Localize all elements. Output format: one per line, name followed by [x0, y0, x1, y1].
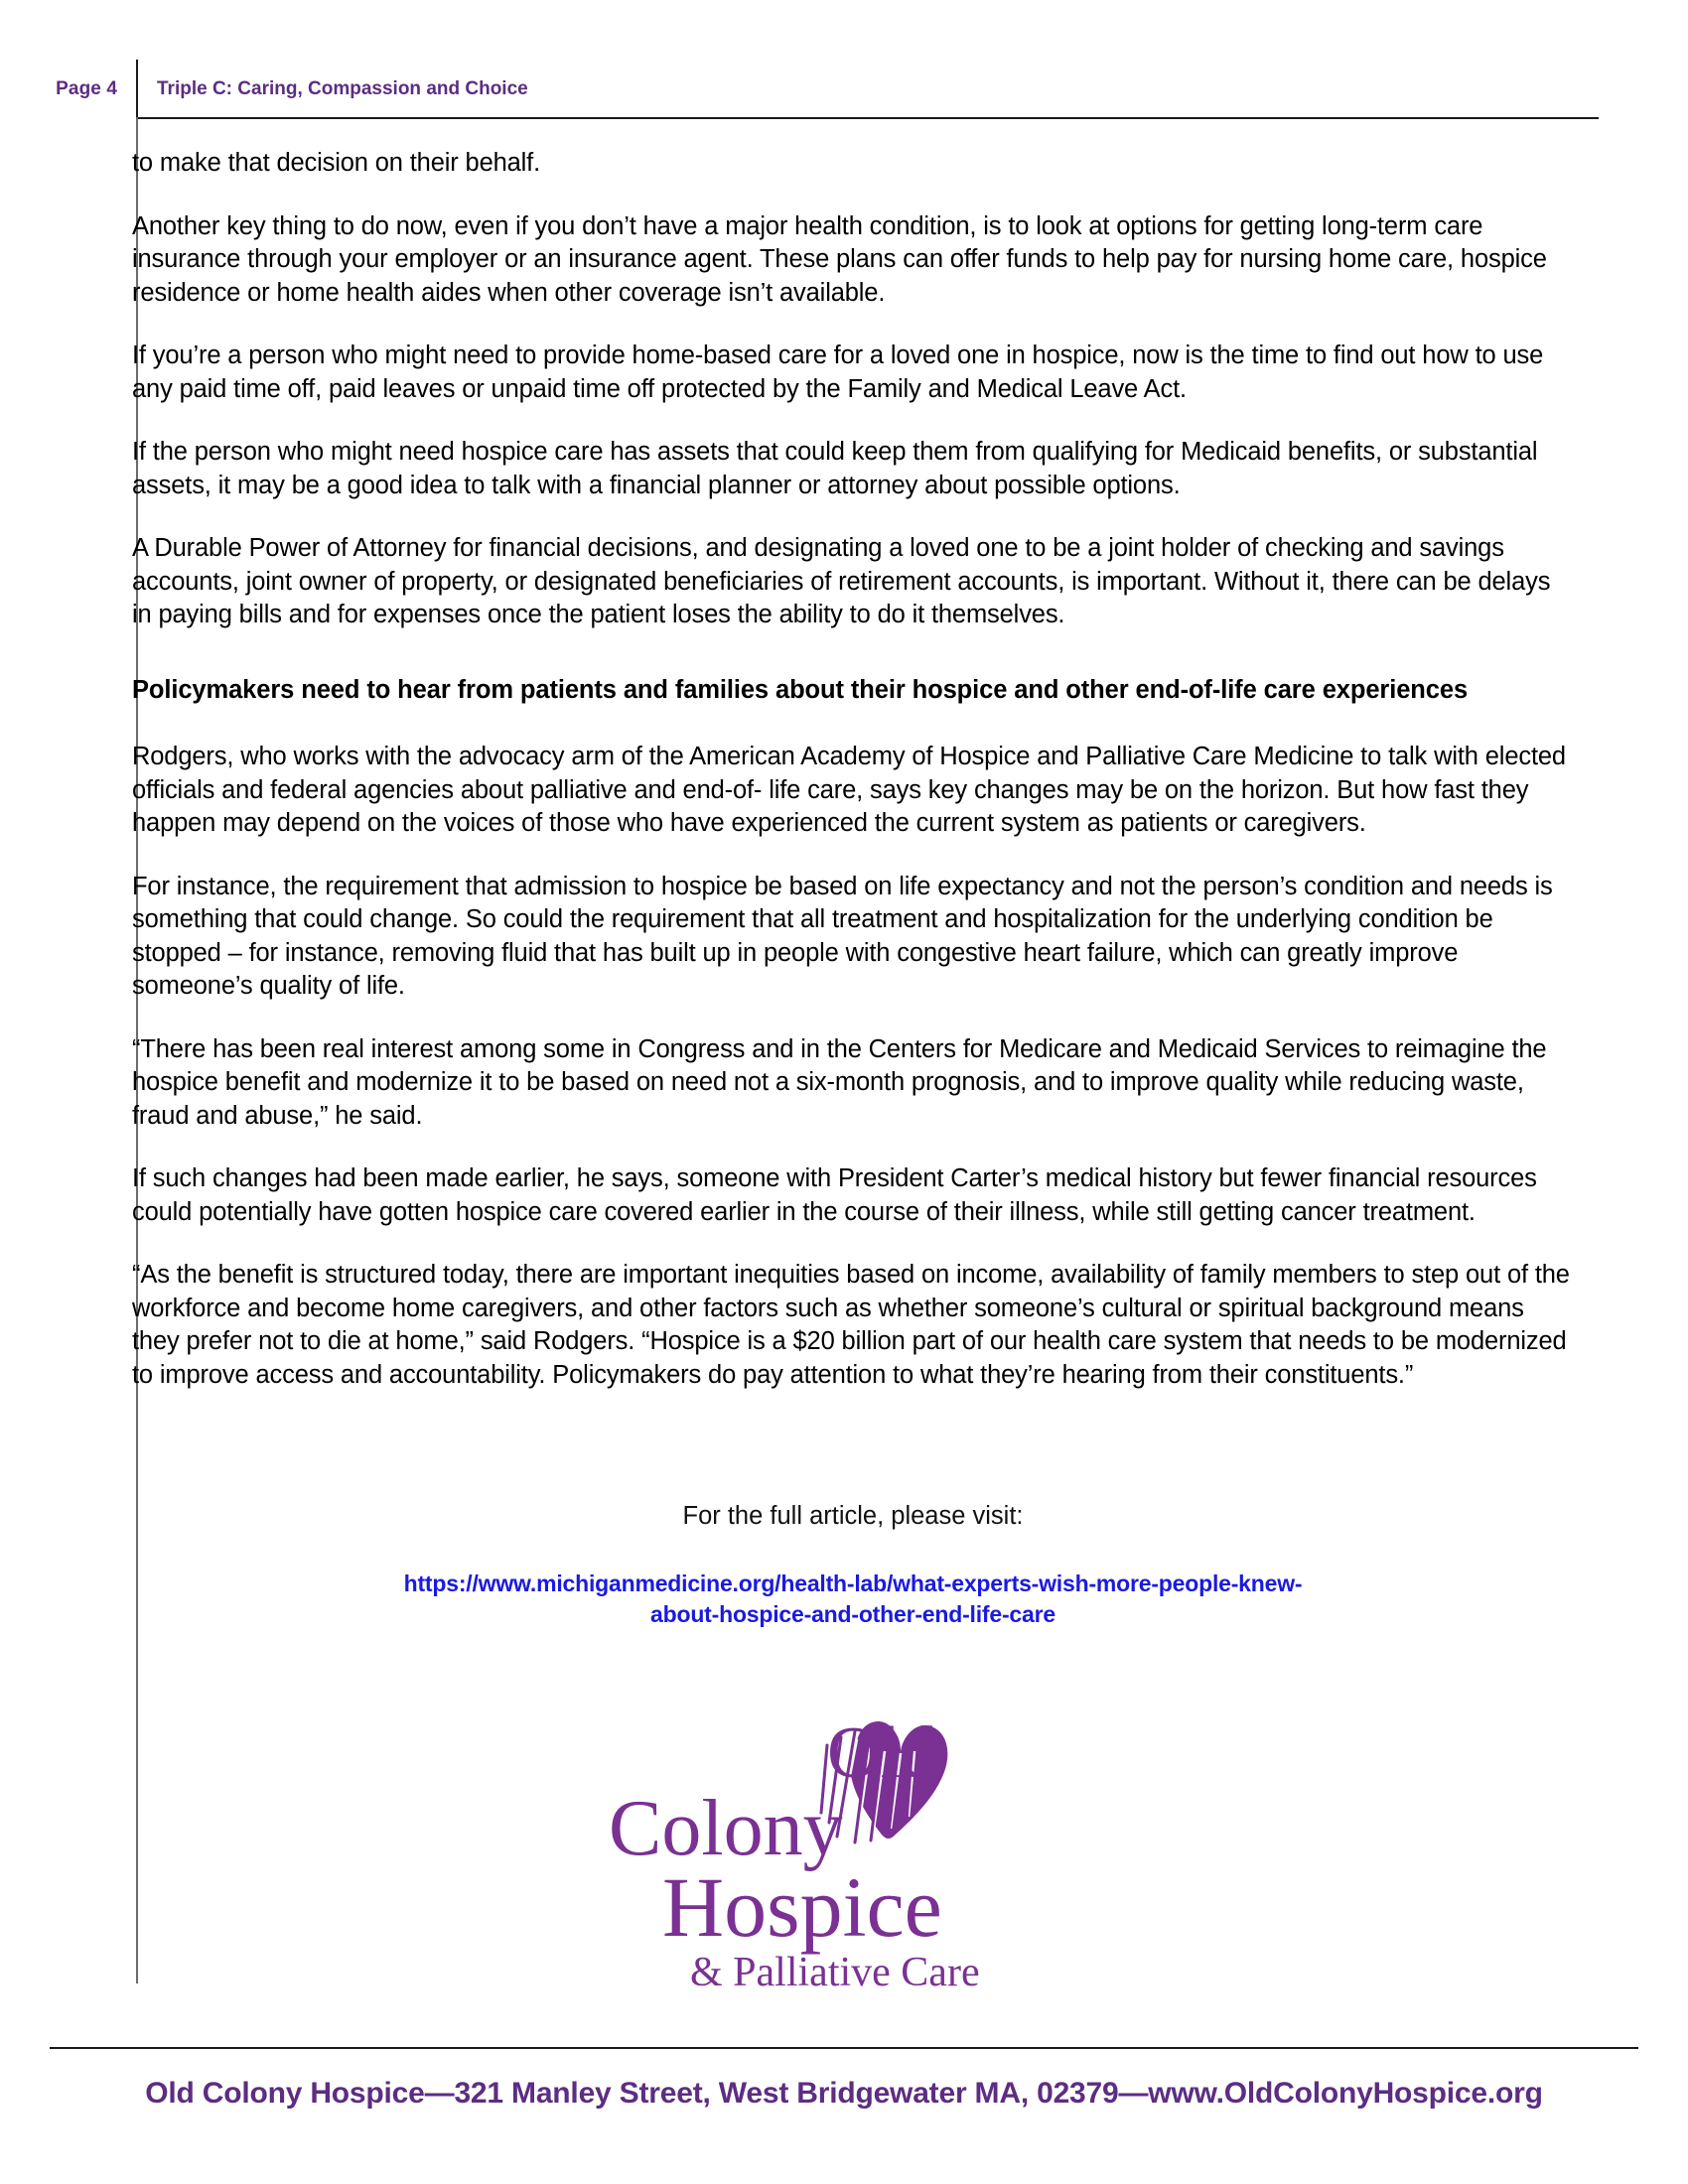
section-heading: Policymakers need to hear from patients and families about their hospice and other end-of-life care experiences [132, 675, 1469, 704]
paragraph: For instance, the requirement that admission to hospice be based on life expectancy and not the person’s condition and needs is something that could change. So could the requirement that all treatment and hospitalization for the underlying condition be stopped – for instance, removing fluid that has built up in people with congestive heart failure, which can greatly improve someone’s quality of life. [132, 872, 1553, 1000]
paragraph: “There has been real interest among some in Congress and in the Centers for Medicare and Medicaid Services to reimagine the hospice benefit and modernize it to be based on need not a six-month prognosis, and to improve quality while reducing waste, fraud and abuse,” he said. [132, 1034, 1547, 1130]
logo-word-palliative-care: & Palliative Care [690, 1950, 980, 1995]
footer-contact-line: Old Colony Hospice—321 Manley Street, West Bridgewater MA, 02379—www.OldColonyHospice.org [145, 2077, 1543, 2110]
logo-word-colony: Colony [609, 1785, 843, 1872]
article-url-line-2[interactable]: about-hospice-and-other-end-life-care [650, 1601, 1055, 1627]
footer-rule [50, 2047, 1638, 2049]
paragraph: If you’re a person who might need to provide home-based care for a loved one in hospice, now is the time to find out how to use any paid time off, paid leaves or unpaid time off protected by the Family and Medical Leave Act. [132, 341, 1544, 403]
logo-word-old: Old [827, 1712, 937, 1794]
article-body [132, 147, 1574, 1422]
page-header [50, 62, 1599, 121]
full-article-callout [132, 1499, 1574, 1630]
paragraph: If such changes had been made earlier, he says, someone with President Carter’s medical history but fewer financial resources could potentially have gotten hospice care covered earlier in the course of their illness, while still getting cancer treatment. [132, 1164, 1537, 1226]
paragraph: Another key thing to do now, even if you don’t have a major health condition, is to look at options for getting long-term care insurance through your employer or an insurance agent. These plans can offer funds to help pay for nursing home care, hospice residence or home health aides when other coverage isn’t available. [132, 211, 1547, 307]
paragraph: A Durable Power of Attorney for financial decisions, and designating a loved one to be a joint holder of checking and savings accounts, joint owner of property, or designated beneficiaries of retirement accounts, is important. Without it, there can be delays in paying bills and for expenses once the patient loses the ability to do it themselves. [132, 534, 1551, 628]
full-article-lead-text: For the full article, please visit: [682, 1502, 1024, 1530]
old-colony-hospice-logo-svg [591, 1688, 1107, 2005]
header-horizontal-rule [136, 117, 1599, 119]
paragraph: “As the benefit is structured today, there are important inequities based on income, availability of family members to step out of the workforce and become home caregivers, and other factors such as whether someone’s cultural or spiritual background means they prefer not to die at home,” said Rodgers. “Hospice is a $20 billion part of our health care system that needs to be modernized to improve access and accountability. Policymakers do pay attention to what they’re hearing from their constituents.” [132, 1261, 1570, 1389]
header-vertical-divider [136, 60, 138, 117]
paragraph: If the person who might need hospice care has assets that could keep them from qualifying for Medicaid benefits, or substantial assets, it may be a good idea to talk with a financial planner or attorney about possible options. [132, 438, 1538, 499]
paragraph: to make that decision on their behalf. [132, 149, 541, 177]
article-url-link[interactable] [132, 1569, 1574, 1630]
paragraph: Rodgers, who works with the advocacy arm of the American Academy of Hospice and Palliative Care Medicine to talk with elected officials and federal agencies about palliative and end-of- life care, says key changes may be on the horizon. But how fast they happen may depend on the voices of those who have experienced the current system as patients or caregivers. [132, 743, 1566, 837]
article-url-line-1[interactable]: https://www.michiganmedicine.org/health-lab/what-experts-wish-more-people-knew- [403, 1570, 1303, 1596]
page-number-label: Page 4 [56, 78, 117, 99]
logo-word-hospice: Hospice [662, 1859, 942, 1955]
newsletter-title: Triple C: Caring, Compassion and Choice [157, 78, 528, 99]
organization-logo [0, 1688, 1688, 2015]
